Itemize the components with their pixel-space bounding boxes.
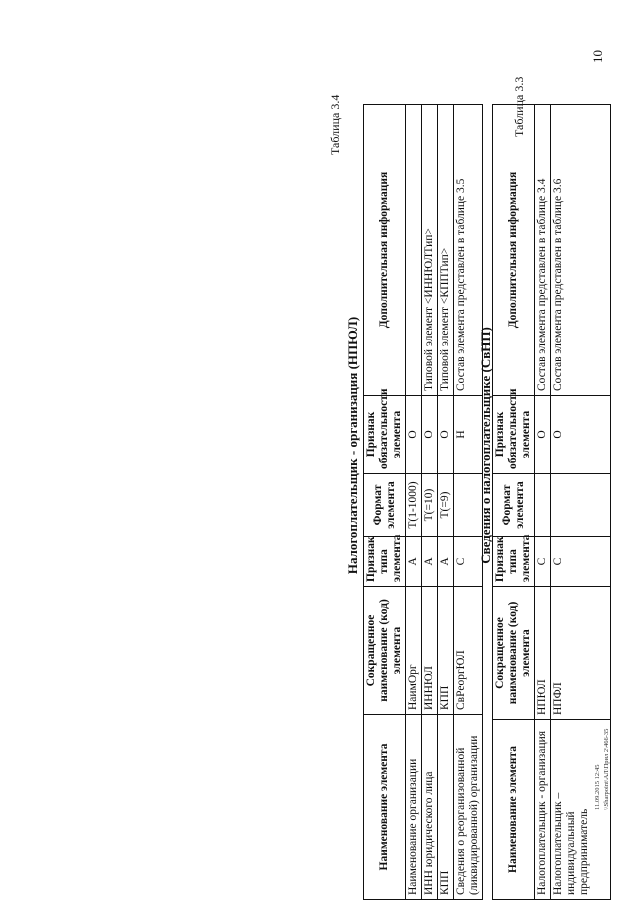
table-cell: ИНН юридического лица	[422, 715, 438, 900]
table-cell: Состав элемента представлен в таблице 3.5	[454, 105, 483, 396]
table-cell: Н	[454, 396, 483, 474]
table-cell: T(1-1000)	[406, 474, 422, 537]
footer-stamp	[593, 729, 611, 810]
table-cell: О	[535, 396, 551, 474]
table-cell: О	[551, 396, 611, 474]
table-cell: T(=9)	[438, 474, 454, 537]
table-3-3-title: Сведения о налогоплательщике (СвНП)	[478, 327, 493, 564]
table-cell: Наименование организации	[406, 715, 422, 900]
header-cell: Наименование элемента	[493, 720, 535, 900]
table-3-4-caption: Таблица 3.4	[328, 94, 342, 155]
footer-line: \\Sharpoint\АЛ\Прил 2\466-35	[603, 728, 610, 810]
table-cell: T(=10)	[422, 474, 438, 537]
page-number: 10	[590, 50, 605, 63]
header-cell: Дополнительная информация	[493, 105, 535, 396]
table-cell: Сведения о реорганизованной (ликвидированной) организации	[454, 715, 483, 900]
table-cell	[551, 474, 611, 537]
table-row	[535, 105, 551, 900]
table-cell: А	[406, 537, 422, 587]
table-cell: НПЮЛ	[535, 587, 551, 720]
footer-line: 11.09.2015 12:45	[594, 764, 601, 810]
table-cell: О	[406, 396, 422, 474]
header-cell: Признак обязательности элемента	[364, 396, 406, 474]
table-cell: С	[454, 537, 483, 587]
header-cell: Дополнительная информация	[364, 105, 406, 396]
table-cell: А	[438, 537, 454, 587]
table-cell: С	[535, 537, 551, 587]
table-3-4-title: Налогоплательщик - организация (НПЮЛ)	[345, 316, 360, 575]
table-cell: Типовой элемент <ИННЮЛТип>	[422, 105, 438, 396]
table-cell: Состав элемента представлен в таблице 3.6	[551, 105, 611, 396]
table-row	[454, 105, 483, 900]
table-header-row	[493, 105, 535, 900]
table-cell: ИННЮЛ	[422, 587, 438, 715]
header-cell: Сокращенное наименование (код) элемента	[364, 587, 406, 715]
header-cell: Формат элемента	[493, 474, 535, 537]
table-cell: Налогоплательщик - организация	[535, 720, 551, 900]
header-cell: Наименование элемента	[364, 715, 406, 900]
table-cell	[454, 474, 483, 537]
table-cell	[535, 474, 551, 537]
table-cell: С	[551, 537, 611, 587]
table-cell: Налогоплательщик – индивидуальный предприниматель	[551, 720, 611, 900]
table-cell: Состав элемента представлен в таблице 3.4	[535, 105, 551, 396]
table-3-3-caption: Таблица 3.3	[512, 76, 526, 137]
table-row	[422, 105, 438, 900]
table-cell: СвРеоргЮЛ	[454, 587, 483, 715]
table-header-row	[364, 105, 406, 900]
table-row	[406, 105, 422, 900]
header-cell: Признак обязательности элемента	[493, 396, 535, 474]
table-row	[438, 105, 454, 900]
table-cell: О	[438, 396, 454, 474]
table-cell: Типовой элемент <КППТип>	[438, 105, 454, 396]
header-cell: Формат элемента	[364, 474, 406, 537]
table-cell: А	[422, 537, 438, 587]
header-cell: Признак типа элемента	[364, 537, 406, 587]
table-cell: КПП	[438, 587, 454, 715]
header-cell: Признак типа элемента	[493, 537, 535, 587]
table-cell: КПП	[438, 715, 454, 900]
table-cell	[406, 105, 422, 396]
table-cell: НПФЛ	[551, 587, 611, 720]
header-cell: Сокращенное наименование (код) элемента	[493, 587, 535, 720]
table-3-4	[363, 104, 483, 900]
table-cell: О	[422, 396, 438, 474]
table-cell: НаимОрг	[406, 587, 422, 715]
